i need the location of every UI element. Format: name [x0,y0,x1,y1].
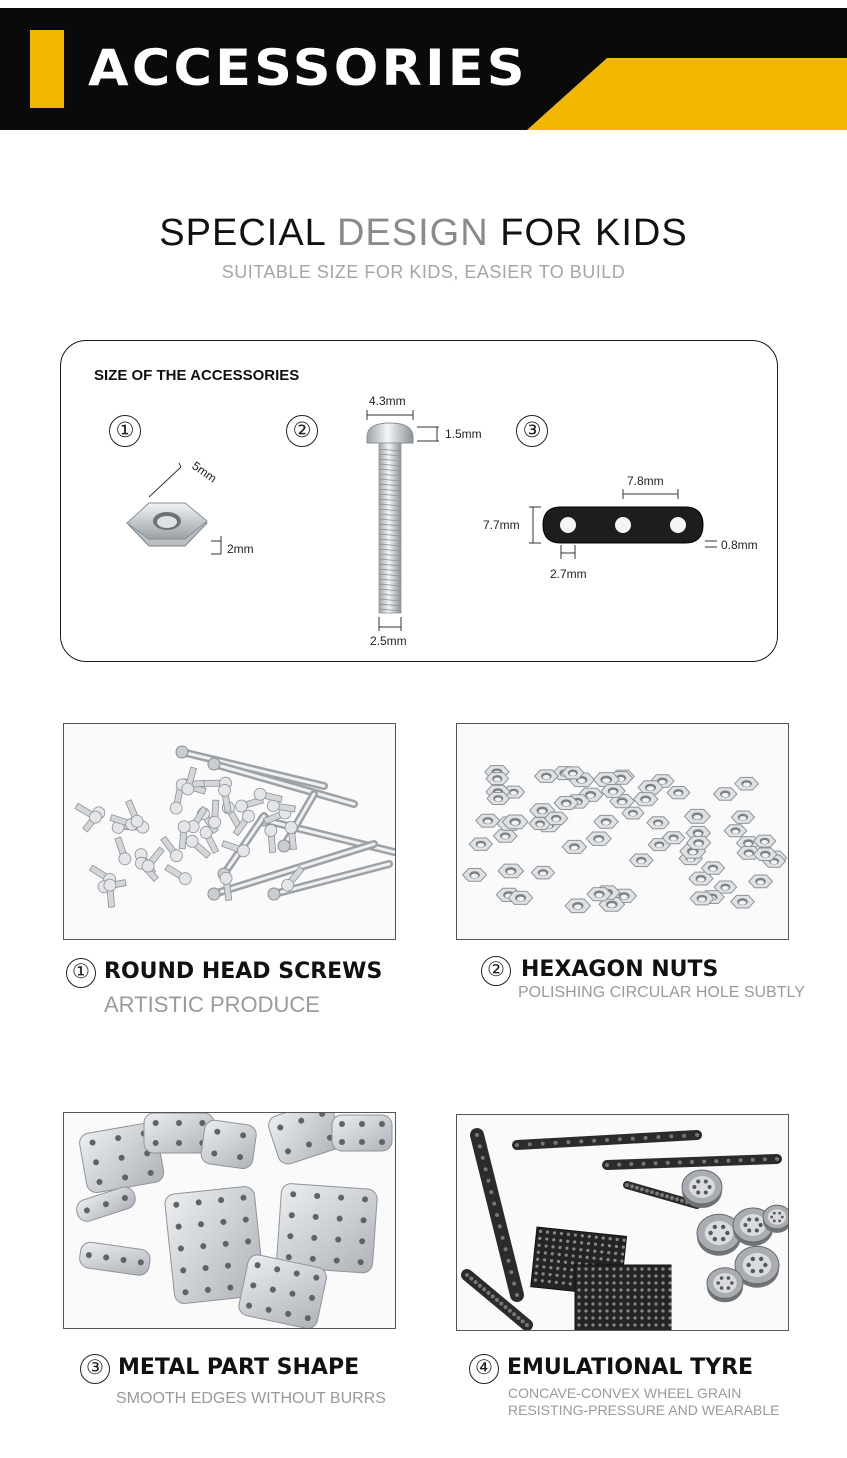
screw-head-height-dim: 1.5mm [445,427,482,441]
plate-drawing [529,489,717,559]
size-drawings [61,341,779,663]
size-label: SIZE OF THE ACCESSORIES [94,367,300,384]
screws-photo [63,723,396,940]
headline-part-1: SPECIAL [159,212,337,254]
plate-hole-spacing-dim: 7.8mm [627,474,664,488]
accent-wedge [527,8,847,130]
product-4-title: EMULATIONAL TYRE [507,1355,754,1380]
plate-hole-dim: 2.7mm [550,567,587,581]
page-headline [0,210,847,256]
product-2-subtitle: POLISHING CIRCULAR HOLE SUBTLY [518,984,805,1001]
screw-thread-dim: 2.5mm [370,634,407,648]
screws-illustration [64,724,396,940]
screw-drawing [367,410,439,631]
page-subtitle: SUITABLE SIZE FOR KIDS, EASIER TO BUILD [221,262,626,282]
product-1-title: ROUND HEAD SCREWS [104,959,383,984]
headline-part-2: DESIGN [336,212,489,254]
size-diagram-box [60,340,778,662]
metal-parts-photo [63,1112,396,1329]
size-number-2: ② [286,415,318,447]
screw-head-width-dim: 4.3mm [369,394,406,408]
size-number-3: ③ [516,415,548,447]
header-banner [0,8,847,130]
product-4-subtitle-line-1: CONCAVE-CONVEX WHEEL GRAIN [508,1385,742,1401]
product-2-number: ② [481,956,511,986]
product-4-number: ④ [469,1354,499,1384]
nut-width-dim: 5mm [189,458,220,486]
banner-title: ACCESSORIES [88,39,528,97]
plate-thickness-dim: 0.8mm [721,538,758,552]
product-2-title: HEXAGON NUTS [521,957,719,982]
product-3-subtitle: SMOOTH EDGES WITHOUT BURRS [116,1390,386,1407]
plate-width-dim: 7.7mm [483,518,520,532]
product-1-subtitle: ARTISTIC PRODUCE [104,992,320,1017]
nuts-photo [456,723,789,940]
size-number-1: ① [109,415,141,447]
product-4-subtitle-line-2: RESISTING-PRESSURE AND WEARABLE [508,1402,780,1418]
metal-parts-illustration [64,1113,396,1329]
product-3-title: METAL PART SHAPE [118,1355,360,1380]
product-1-number: ① [66,958,96,988]
nuts-illustration [457,724,789,940]
product-3-number: ③ [80,1354,110,1384]
nut-thickness-dim: 2mm [227,542,254,556]
headline-part-3: FOR KIDS [488,212,688,254]
tyres-illustration [457,1115,789,1331]
accent-bar [30,30,64,108]
tyres-photo [456,1114,789,1331]
